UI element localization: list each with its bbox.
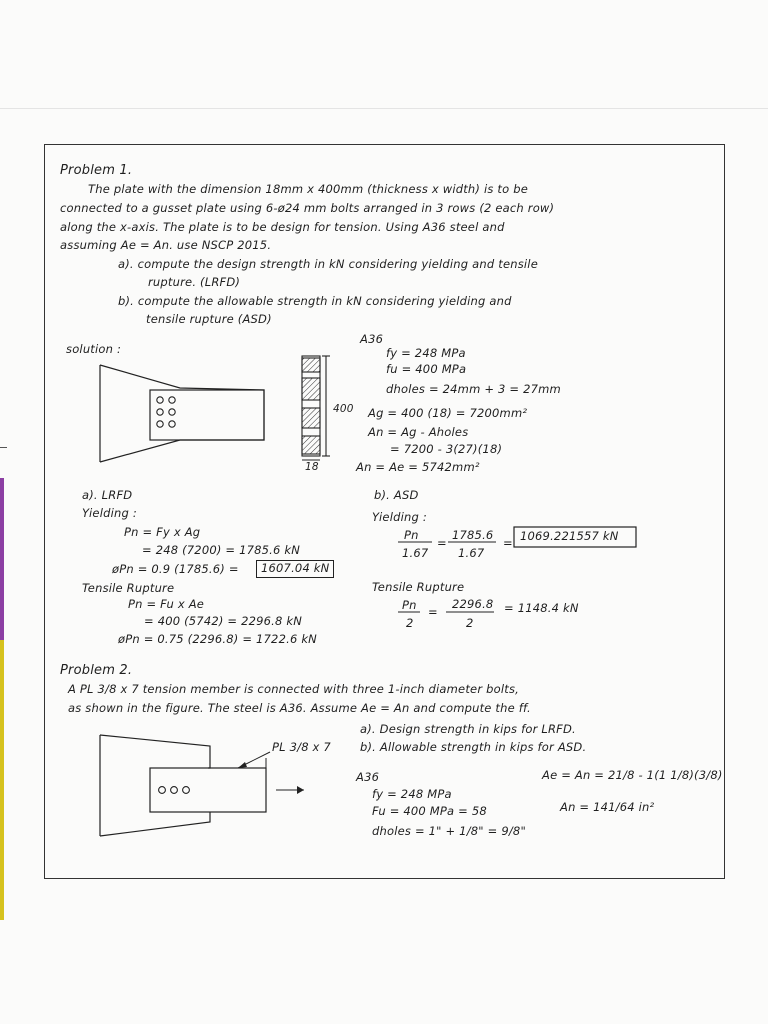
asd-eq-1: = — [437, 536, 447, 550]
lrfd-pn2-calc: = 400 (5742) = 2296.8 kN — [144, 614, 303, 628]
problem1-part-b-2: tensile rupture (ASD) — [146, 312, 272, 326]
p1-dholes: dholes = 24mm + 3 = 27mm — [386, 382, 561, 396]
lrfd-heading: a). LRFD — [82, 488, 133, 502]
p1-fu: fu = 400 MPa — [386, 362, 467, 376]
asd-pn: Pn — [404, 528, 419, 542]
problem1-line-2: connected to a gusset plate using 6-ø24 mm bolts arranged in 3 rows (2 each row) — [60, 201, 555, 215]
p2-an: An = 141/64 in² — [560, 800, 655, 814]
problem1-line-4: assuming Ae = An. use NSCP 2015. — [60, 238, 272, 252]
problem1-part-a-1: a). compute the design strength in kN considering yielding and tensile — [118, 257, 538, 271]
lrfd-pn2: Pn = Fu x Ae — [128, 597, 205, 611]
problem2-line-1: A PL 3/8 x 7 tension member is connected with three 1-inch diameter bolts, — [68, 682, 519, 696]
problem1-line-3: along the x-axis. The plate is to be design for tension. Using A36 steel and — [60, 220, 505, 234]
p1-ag: Ag = 400 (18) = 7200mm² — [368, 406, 528, 420]
problem1-title: Problem 1. — [60, 163, 133, 178]
asd-omega3: 2 — [406, 616, 414, 630]
p2-fu: Fu = 400 MPa = 58 — [372, 804, 487, 818]
gusset-plate-1 — [100, 365, 264, 462]
lrfd-pn: Pn = Fy x Ag — [124, 525, 201, 539]
problem1-line-1: The plate with the dimension 18mm x 400mm (thickness x width) is to be — [88, 182, 528, 196]
asd-result2: = 1148.4 kN — [504, 601, 579, 615]
problem1-part-b-1: b). compute the allowable strength in kN considering yielding and — [118, 294, 512, 308]
asd-omega4: 2 — [466, 616, 474, 630]
solution-label: solution : — [66, 342, 122, 356]
p1-ae: An = Ae = 5742mm² — [356, 460, 480, 474]
p2-plate-label: PL 3/8 x 7 — [272, 740, 331, 754]
p1-an: An = Ag - Aholes — [368, 425, 469, 439]
asd-val: 1785.6 — [452, 528, 494, 542]
p2-steel-grade: A36 — [356, 770, 380, 784]
lrfd-pn-calc: = 248 (7200) = 1785.6 kN — [142, 543, 301, 557]
tension-plate-1 — [150, 390, 264, 440]
p2-ae: Ae = An = 21/8 - 1(1 1/8)(3/8) — [542, 768, 723, 782]
section-view — [302, 356, 330, 460]
asd-rupture: Tensile Rupture — [372, 580, 465, 594]
lrfd-yielding: Yielding : — [82, 506, 137, 520]
problem2-line-2: as shown in the figure. The steel is A36. Assume Ae = An and compute the ff. — [68, 701, 531, 715]
asd-val2: 2296.8 — [452, 597, 494, 611]
asd-omega: 1.67 — [402, 546, 429, 560]
lrfd-phi-pn: øPn = 0.9 (1785.6) = — [112, 562, 239, 576]
asd-yielding: Yielding : — [372, 510, 427, 524]
lrfd-phi-pn-result: 1607.04 kN — [256, 560, 334, 578]
dim-400-label: 400 — [333, 403, 354, 415]
dim-18-label: 18 — [305, 461, 319, 473]
asd-eq-3: = — [428, 605, 438, 619]
bolt-pattern-1 — [157, 397, 175, 427]
tension-plate-2 — [150, 768, 266, 812]
asd-result: 1069.221557 kN — [520, 529, 619, 543]
p1-an-calc: = 7200 - 3(27)(18) — [390, 442, 503, 456]
problem2-part-b: b). Allowable strength in kips for ASD. — [360, 740, 587, 754]
p1-steel-grade: A36 — [360, 332, 384, 346]
problem2-part-a: a). Design strength in kips for LRFD. — [360, 722, 576, 736]
asd-eq-2: = — [503, 536, 513, 550]
p1-fy: fy = 248 MPa — [386, 346, 466, 360]
problem2-title: Problem 2. — [60, 663, 133, 678]
lrfd-rupture: Tensile Rupture — [82, 581, 175, 595]
bolt-pattern-2 — [159, 787, 190, 794]
asd-heading: b). ASD — [374, 488, 419, 502]
p2-fy: fy = 248 MPa — [372, 787, 452, 801]
asd-pn2: Pn — [402, 598, 417, 612]
p2-dholes: dholes = 1" + 1/8" = 9/8" — [372, 824, 526, 838]
asd-omega2: 1.67 — [458, 546, 485, 560]
lrfd-phi-pn2: øPn = 0.75 (2296.8) = 1722.6 kN — [118, 632, 317, 646]
gusset-plate-2 — [100, 735, 210, 836]
problem1-part-a-2: rupture. (LRFD) — [148, 275, 241, 289]
